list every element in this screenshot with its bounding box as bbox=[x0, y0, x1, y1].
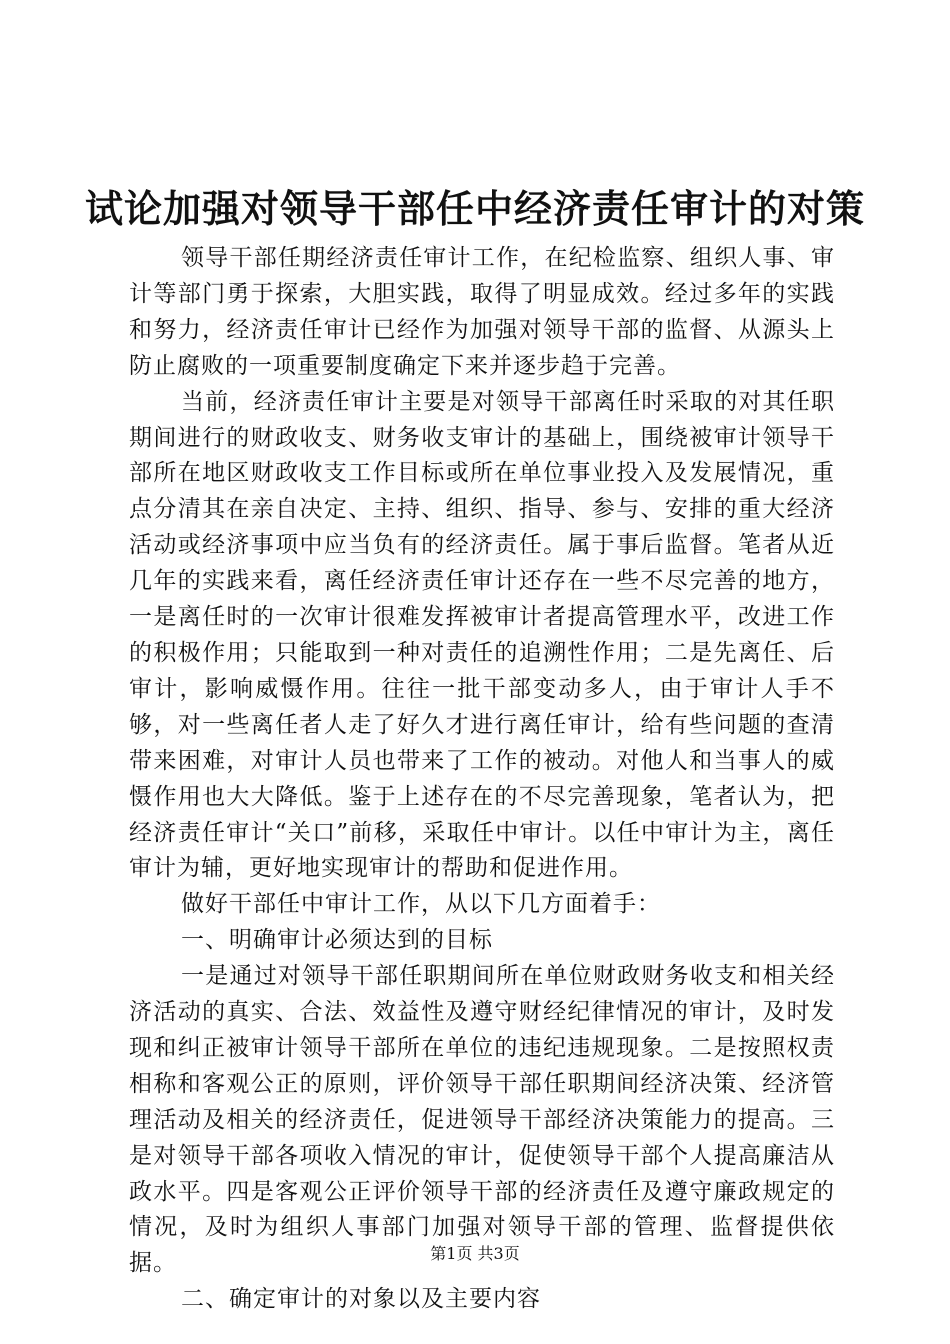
document-body bbox=[129, 241, 835, 1318]
paragraph-goals: 一是通过对领导干部任职期间所在单位财政财务收支和相关经济活动的真实、合法、效益性及遵守财经纪律情况的审计，及时发现和纠正被审计领导干部所在单位的违纪违规现象。二是按照权责相称和客观公正的原则，评价领导干部任职期间经济决策、经济管理活动及相关的经济责任，促进领导干部经济决策能力的提高。三是对领导干部各项收入情况的审计，促使领导干部个人提高廉洁从政水平。四是客观公正评价领导干部的经济责任及遵守廉政规定的情况，及时为组织人事部门加强对领导干部的管理、监督提供依据。 bbox=[129, 963, 835, 1277]
section-heading-1: 一、明确审计必须达到的目标 bbox=[181, 927, 493, 954]
document-title: 试论加强对领导干部任中经济责任审计的对策 bbox=[84, 186, 865, 231]
paragraph-approach: 做好干部任中审计工作，从以下几方面着手： bbox=[181, 891, 661, 918]
section-heading-2: 二、确定审计的对象以及主要内容 bbox=[181, 1286, 541, 1313]
paragraph-intro: 领导干部任期经济责任审计工作，在纪检监察、组织人事、审计等部门勇于探索，大胆实践，取得了明显成效。经过多年的实践和努力，经济责任审计已经作为加强对领导干部的监督、从源头上防止腐败的一项重要制度确定下来并逐步趋于完善。 bbox=[129, 245, 835, 379]
paragraph-current-situation: 当前，经济责任审计主要是对领导干部离任时采取的对其任职期间进行的财政收支、财务收支审计的基础上，围绕被审计领导干部所在地区财政收支工作目标或所在单位事业投入及发展情况，重点分清其在亲自决定、主持、组织、指导、参与、安排的重大经济活动或经济事项中应当负有的经济责任。属于事后监督。笔者从近几年的实践来看，离任经济责任审计还存在一些不尽完善的地方，一是离任时的一次审计很难发挥被审计者提高管理水平，改进工作的积极作用；只能取到一种对责任的追溯性作用；二是先离任、后审计，影响威慑作用。往往一批干部变动多人，由于审计人手不够，对一些离任者人走了好久才进行离任审计，给有些问题的查清带来困难，对审计人员也带来了工作的被动。对他人和当事人的威慑作用也大大降低。鉴于上述存在的不尽完善现象，笔者认为，把经济责任审计“关口”前移，采取任中审计。以任中审计为主，离任审计为辅，更好地实现审计的帮助和促进作用。 bbox=[129, 388, 835, 882]
page-footer: 第1页 共3页 bbox=[430, 1244, 520, 1263]
